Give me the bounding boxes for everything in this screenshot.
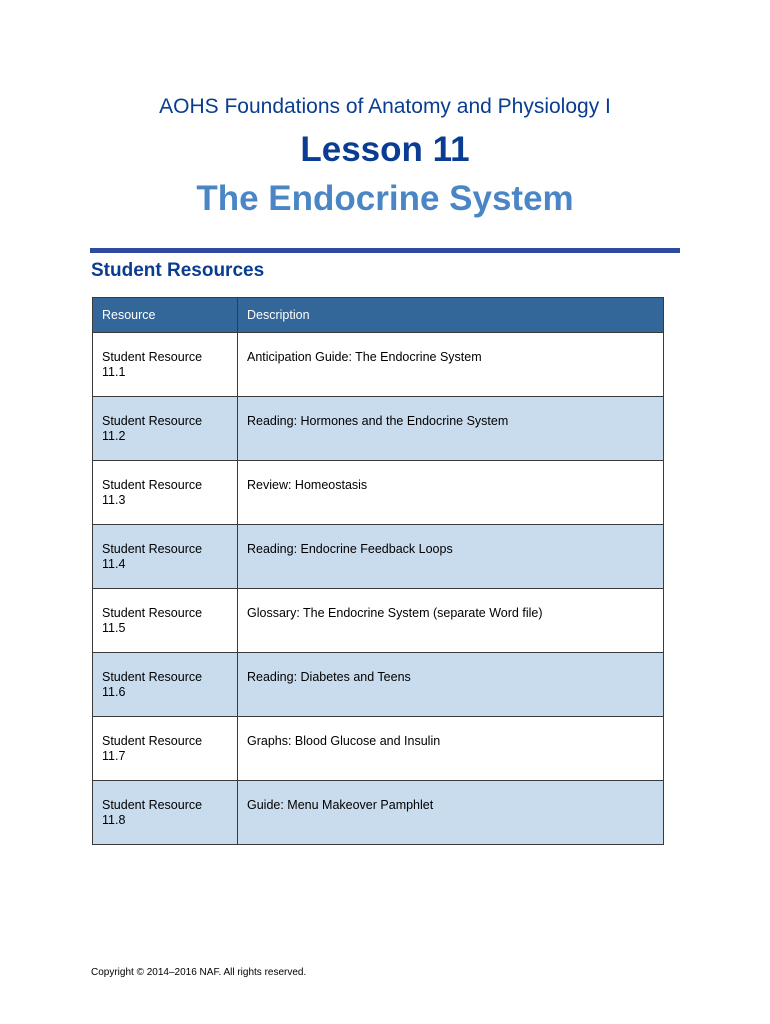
copyright-notice: Copyright © 2014–2016 NAF. All rights reserved. xyxy=(91,967,307,978)
description-cell: Reading: Hormones and the Endocrine System xyxy=(238,397,664,461)
description-cell: Anticipation Guide: The Endocrine System xyxy=(238,333,664,397)
resource-number: 11.4 xyxy=(102,557,126,571)
table-row xyxy=(93,653,664,717)
resource-number: 11.7 xyxy=(102,749,126,763)
table-row xyxy=(93,589,664,653)
resource-number: 11.8 xyxy=(102,813,126,827)
table-row xyxy=(93,461,664,525)
resource-label: Student Resource xyxy=(102,798,203,812)
resource-number: 11.2 xyxy=(102,429,126,443)
description-cell: Reading: Diabetes and Teens xyxy=(238,653,664,717)
resource-label: Student Resource xyxy=(102,606,203,620)
title-divider xyxy=(90,248,680,253)
table-row xyxy=(93,525,664,589)
resource-cell xyxy=(93,525,238,589)
description-cell: Glossary: The Endocrine System (separate Word file) xyxy=(238,589,664,653)
resource-number: 11.5 xyxy=(102,621,126,635)
table-header-row xyxy=(93,298,664,333)
table-row xyxy=(93,781,664,845)
column-header-resource: Resource xyxy=(93,298,238,333)
resource-label: Student Resource xyxy=(102,414,203,428)
course-title: AOHS Foundations of Anatomy and Physiology I xyxy=(159,95,611,118)
resource-number: 11.6 xyxy=(102,685,126,699)
resource-label: Student Resource xyxy=(102,350,203,364)
resource-cell xyxy=(93,781,238,845)
resource-cell xyxy=(93,461,238,525)
lesson-number: Lesson 11 xyxy=(300,130,470,169)
table-row xyxy=(93,717,664,781)
lesson-title: The Endocrine System xyxy=(196,179,574,218)
description-cell: Graphs: Blood Glucose and Insulin xyxy=(238,717,664,781)
description-cell: Review: Homeostasis xyxy=(238,461,664,525)
resource-cell xyxy=(93,653,238,717)
table-row xyxy=(93,333,664,397)
resource-cell xyxy=(93,397,238,461)
resource-label: Student Resource xyxy=(102,734,203,748)
resource-table xyxy=(92,297,664,845)
table-row xyxy=(93,397,664,461)
section-heading: Student Resources xyxy=(91,260,265,281)
resource-label: Student Resource xyxy=(102,478,203,492)
description-cell: Reading: Endocrine Feedback Loops xyxy=(238,525,664,589)
resource-cell xyxy=(93,589,238,653)
resource-cell xyxy=(93,717,238,781)
resource-number: 11.3 xyxy=(102,493,126,507)
resource-number: 11.1 xyxy=(102,365,126,379)
resource-label: Student Resource xyxy=(102,670,203,684)
description-cell: Guide: Menu Makeover Pamphlet xyxy=(238,781,664,845)
resource-cell xyxy=(93,333,238,397)
column-header-description: Description xyxy=(238,298,664,333)
resource-label: Student Resource xyxy=(102,542,203,556)
